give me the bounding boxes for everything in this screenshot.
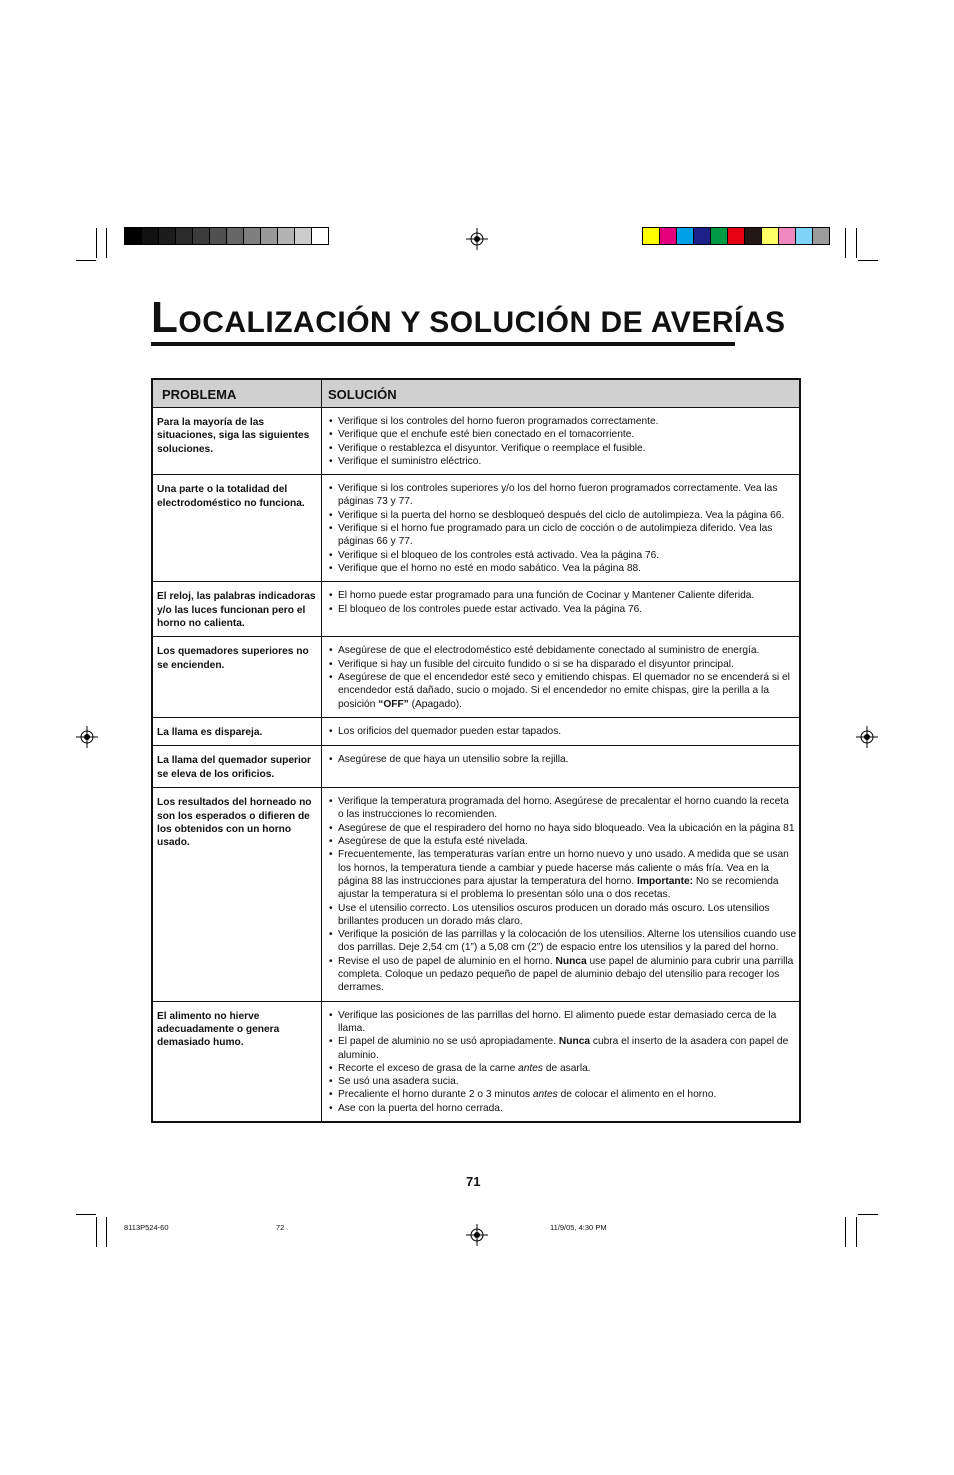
process-swatch: [728, 228, 745, 244]
table-row: [153, 408, 799, 475]
process-swatch: [813, 228, 829, 244]
solution-item: • Asegúrese de que el electrodoméstico esté debidamente conectado al suministro de energía.: [329, 644, 797, 657]
gray-swatch: [210, 228, 227, 244]
footer-job: 8113P524-60: [124, 1223, 169, 1232]
solution-cell: [322, 718, 799, 745]
process-swatch: [660, 228, 677, 244]
problem-cell: El alimento no hierve adecuadamente o genera demasiado humo.: [153, 1002, 322, 1121]
table-row: [153, 1002, 799, 1121]
solution-item: • Verifique que el horno no esté en modo sabático. Vea la página 88.: [329, 562, 797, 575]
gray-swatch: [159, 228, 176, 244]
solution-item: • Asegúrese de que el encendedor esté seco y emitiendo chispas. El quemador no se encenderá si el encendedor está dañado, sucio o mojado. Si el encendedor no emite chispas, gire la perilla a la posición “OFF” (Apagado).: [329, 671, 797, 711]
gray-swatch: [261, 228, 278, 244]
solution-item: • Use el utensilio correcto. Los utensilios oscuros producen un dorado más oscuro. Los utensilios brillantes producen un dorado más claro.: [329, 902, 797, 929]
solution-item: • Verifique que el enchufe esté bien conectado en el tomacorriente.: [329, 428, 797, 441]
solution-item: • Verifique si la puerta del horno se desbloqueó después del ciclo de autolimpieza. Vea la página 66.: [329, 509, 797, 522]
registration-mark-icon: [76, 726, 98, 748]
header-problem: PROBLEMA: [153, 380, 322, 407]
process-swatch: [745, 228, 762, 244]
process-swatch: [762, 228, 779, 244]
solution-item: • Verifique si el horno fue programado para un ciclo de cocción o de autolimpieza diferido. Vea las páginas 66 y 77.: [329, 522, 797, 549]
registration-mark-icon: [856, 726, 878, 748]
solution-cell: [322, 788, 799, 1000]
process-swatch: [711, 228, 728, 244]
solution-item: • El bloqueo de los controles puede estar activado. Vea la página 76.: [329, 603, 797, 616]
solution-item: • Precaliente el horno durante 2 o 3 minutos antes de colocar el alimento en el horno.: [329, 1088, 797, 1101]
problem-cell: La llama del quemador superior se eleva de los orificios.: [153, 746, 322, 787]
solution-item: • El papel de aluminio no se usó apropiadamente. Nunca cubra el inserto de la asadera con papel de aluminio.: [329, 1035, 797, 1062]
solution-item: • Asegúrese de que la estufa esté nivelada.: [329, 835, 797, 848]
solution-item: • Verifique si los controles superiores y/o los del horno fueron programados correctamente. Vea las páginas 73 y 77.: [329, 482, 797, 509]
crop-mark: [76, 260, 96, 261]
solution-cell: [322, 1002, 799, 1121]
solution-cell: [322, 746, 799, 787]
solution-item: • Verifique las posiciones de las parrillas del horno. El alimento puede estar demasiado cerca de la llama.: [329, 1009, 797, 1036]
registration-mark-icon: [466, 1224, 488, 1246]
footer-date: 11/9/05, 4:30 PM: [550, 1223, 607, 1232]
problem-cell: Para la mayoría de las situaciones, siga las siguientes soluciones.: [153, 408, 322, 474]
solution-item: • Verifique o restablezca el disyuntor. Verifique o reemplace el fusible.: [329, 442, 797, 455]
crop-mark: [96, 1217, 97, 1247]
solution-cell: [322, 582, 799, 636]
solution-cell: [322, 408, 799, 474]
solution-list: [329, 795, 797, 994]
gray-swatch: [193, 228, 210, 244]
solution-cell: [322, 475, 799, 581]
solution-item: • Verifique el suministro eléctrico.: [329, 455, 797, 468]
crop-mark: [858, 1214, 878, 1215]
table-row: [153, 637, 799, 717]
title-rule: [151, 342, 735, 346]
solution-item: • El horno puede estar programado para una función de Cocinar y Mantener Caliente diferida.: [329, 589, 797, 602]
solution-item: • Asegúrese de que el respiradero del horno no haya sido bloqueado. Vea la ubicación en la página 81: [329, 822, 797, 835]
process-swatch: [694, 228, 711, 244]
process-swatch: [677, 228, 694, 244]
title-initial: L: [151, 293, 179, 342]
process-swatch: [643, 228, 660, 244]
gray-swatch: [278, 228, 295, 244]
footer-sheet: 72: [276, 1223, 285, 1232]
solution-cell: [322, 637, 799, 716]
gray-swatch: [295, 228, 312, 244]
crop-mark: [845, 1217, 846, 1247]
crop-mark: [858, 260, 878, 261]
problem-cell: Una parte o la totalidad del electrodoméstico no funciona.: [153, 475, 322, 581]
problem-cell: Los quemadores superiores no se encienden.: [153, 637, 322, 716]
page-title: [151, 293, 786, 345]
gray-swatch: [176, 228, 193, 244]
solution-list: [329, 753, 797, 766]
registration-mark-icon: [466, 228, 488, 250]
title-rest: OCALIZACIÓN Y SOLUCIÓN DE AVERÍAS: [178, 306, 786, 339]
crop-mark: [856, 228, 857, 258]
solution-item: • Verifique si los controles del horno fueron programados correctamente.: [329, 415, 797, 428]
table-row: [153, 475, 799, 582]
solution-item: • Verifique la temperatura programada del horno. Asegúrese de precalentar el horno cuando la receta o las instrucciones lo recomienden.: [329, 795, 797, 822]
gray-swatch: [227, 228, 244, 244]
solution-item: • Ase con la puerta del horno cerrada.: [329, 1102, 797, 1115]
crop-mark: [106, 228, 107, 258]
solution-item: • Los orificios del quemador pueden estar tapados.: [329, 725, 797, 738]
solution-item: • Verifique si hay un fusible del circuito fundido o si se ha disparado el disyuntor principal.: [329, 658, 797, 671]
crop-mark: [76, 1214, 96, 1215]
process-swatch: [796, 228, 813, 244]
solution-item: • Se usó una asadera sucia.: [329, 1075, 797, 1088]
solution-list: [329, 415, 797, 468]
solution-list: [329, 589, 797, 616]
solution-item: • Recorte el exceso de grasa de la carne antes de asarla.: [329, 1062, 797, 1075]
table-row: [153, 746, 799, 788]
process-swatch: [779, 228, 796, 244]
solution-item: • Asegúrese de que haya un utensilio sobre la rejilla.: [329, 753, 797, 766]
solution-item: • Verifique la posición de las parrillas y la colocación de los utensilios. Alterne los utensilios cuando use dos parrillas. Deje 2,54 cm (1”) a 5,08 cm (2”) de espacio entre los utensilios y la pared del horno.: [329, 928, 797, 955]
table-row: [153, 788, 799, 1001]
solution-list: [329, 644, 797, 710]
solution-list: [329, 482, 797, 575]
gray-color-bar: [124, 227, 329, 245]
crop-mark: [856, 1217, 857, 1247]
solution-list: [329, 1009, 797, 1115]
crop-mark: [106, 1217, 107, 1247]
gray-swatch: [125, 228, 142, 244]
problem-cell: Los resultados del horneado no son los esperados o difieren de los obtenidos con un horno usado.: [153, 788, 322, 1000]
table-body: [153, 408, 799, 1121]
problem-cell: El reloj, las palabras indicadoras y/o las luces funcionan pero el horno no calienta.: [153, 582, 322, 636]
gray-swatch: [142, 228, 159, 244]
crop-mark: [845, 228, 846, 258]
gray-swatch: [312, 228, 328, 244]
solution-item: • Verifique si el bloqueo de los controles está activado. Vea la página 76.: [329, 549, 797, 562]
crop-mark: [96, 228, 97, 258]
process-color-bar: [642, 227, 830, 245]
solution-item: • Revise el uso de papel de aluminio en el horno. Nunca use papel de aluminio para cubrir una parrilla completa. Coloque un pedazo pequeño de papel de aluminio debajo del utensilio para recoger los derrames.: [329, 955, 797, 995]
solution-item: • Frecuentemente, las temperaturas varían entre un horno nuevo y uno usado. A medida que se usan los hornos, la temperatura tiende a cambiar y puede hacerse más caliente o más fría. Vea en la página 88 las instrucciones para ajustar la temperatura del horno. Importante: No se recomienda ajustar la temperatura si el problema lo presentan sólo una o dos recetas.: [329, 848, 797, 901]
solution-list: [329, 725, 797, 738]
problem-cell: La llama es dispareja.: [153, 718, 322, 745]
table-header: [153, 380, 799, 408]
header-solution: SOLUCIÓN: [328, 387, 397, 402]
table-row: [153, 582, 799, 637]
gray-swatch: [244, 228, 261, 244]
table-row: [153, 718, 799, 746]
page-number: 71: [466, 1174, 481, 1189]
troubleshooting-table: [151, 378, 801, 1123]
